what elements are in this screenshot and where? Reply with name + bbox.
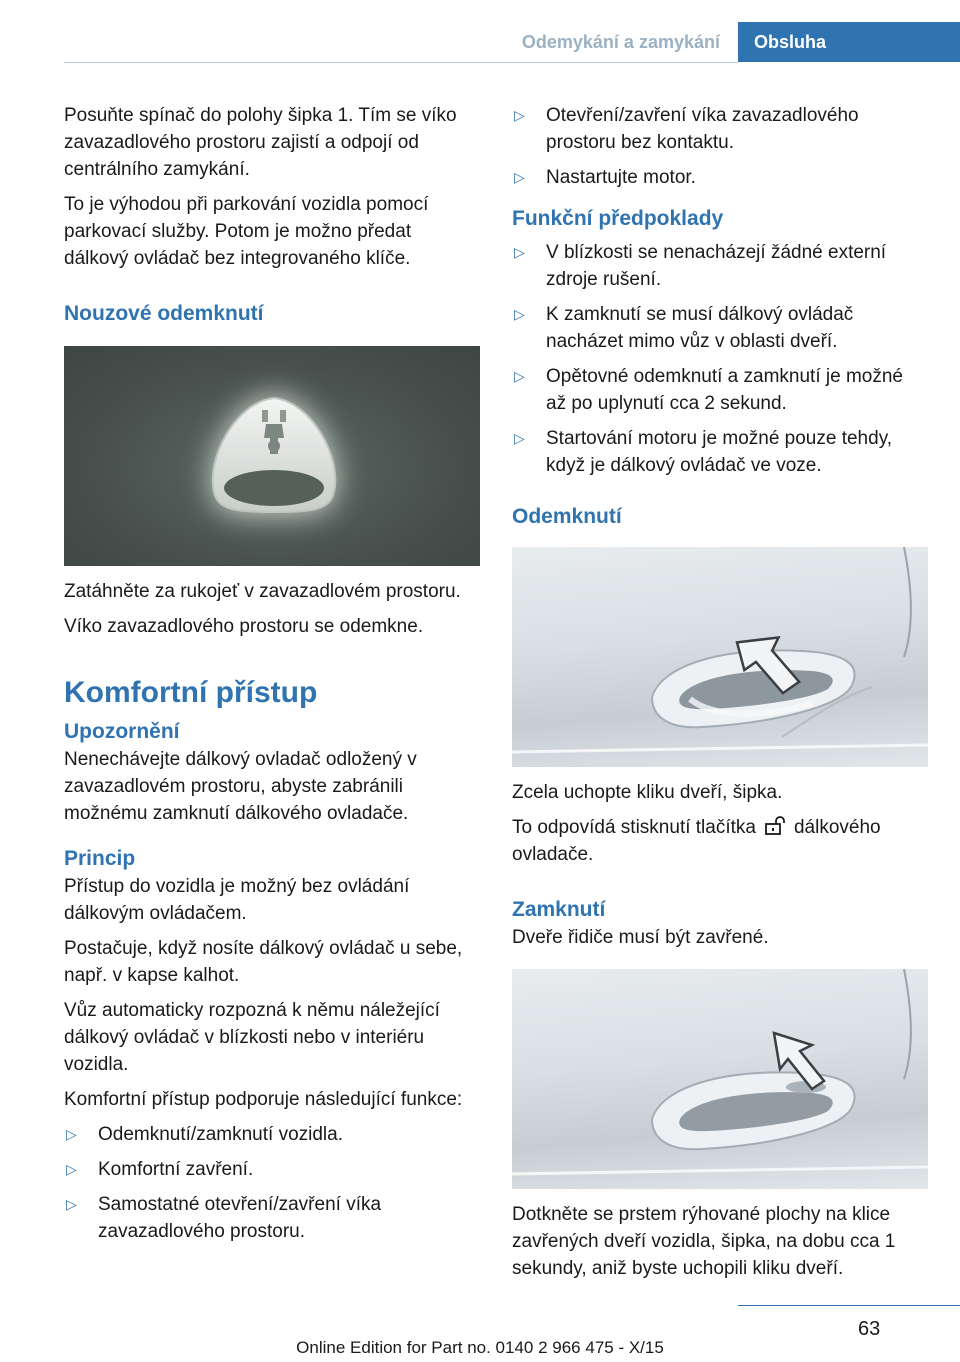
paragraph: Zcela uchopte kliku dveří, šipka. [512, 782, 783, 803]
paragraph: To je výhodou při parkování vozidla pomocí parkovací služby. Potom je možno předat dálkový ovládač bez integrovaného klíče. [64, 194, 429, 269]
function-list-continued [512, 102, 928, 191]
paragraph: Komfortní přístup podporuje následující funkce: [64, 1089, 463, 1110]
list-item: ▷ Otevření/zavření víka zavazadlového prostoru bez kontaktu. [512, 102, 928, 156]
footer-rule [738, 1305, 960, 1306]
paragraph-button-ref: To odpovídá stisknutí tlačítka dálkového ovladače. [512, 817, 881, 865]
triangle-right-icon: ▷ [66, 1196, 77, 1212]
page-number: 63 [858, 1318, 881, 1340]
footer-edition: Online Edition for Part no. 0140 2 966 475 - X/15 [296, 1338, 664, 1357]
header-rule [64, 62, 738, 63]
paragraph: Přístup do vozidla je možný bez ovládání dálkovým ovládačem. [64, 876, 410, 924]
door-handle-lock-illustration [512, 969, 928, 1189]
heading-comfort-access: Komfortní přístup [64, 676, 318, 709]
paragraph: Posuňte spínač do polohy šipka 1. Tím se víko zavazadlového prostoru zajistí a odpojí od centrálního zamykání. [64, 105, 457, 180]
paragraph: Dveře řidiče musí být zavřené. [512, 927, 769, 948]
right-column [512, 102, 928, 1290]
list-item: ▷ Odemknutí/zamknutí vozidla. [64, 1121, 480, 1148]
triangle-right-icon: ▷ [514, 169, 525, 185]
heading-lock: Zamknutí [512, 898, 606, 921]
triangle-right-icon: ▷ [66, 1126, 77, 1142]
triangle-right-icon: ▷ [514, 306, 525, 322]
triangle-right-icon: ▷ [514, 107, 525, 123]
triangle-right-icon: ▷ [66, 1161, 77, 1177]
list-item: ▷ K zamknutí se musí dálkový ovládač nacházet mimo vůz v oblasti dveří. [512, 301, 928, 355]
header-chapter-tab: Obsluha [738, 22, 960, 62]
door-handle-unlock-illustration [512, 547, 928, 767]
paragraph: Postačuje, když nosíte dálkový ovládač u sebe, např. v kapse kalhot. [64, 938, 463, 986]
heading-unlock: Odemknutí [512, 505, 622, 528]
list-item: ▷ V blízkosti se nenacházejí žádné externí zdroje rušení. [512, 239, 928, 293]
unlock-icon [762, 816, 788, 836]
trunk-handle-icon [64, 346, 480, 566]
heading-prerequisites: Funkční předpoklady [512, 207, 724, 230]
emergency-handle-illustration [64, 346, 480, 566]
left-column [64, 102, 480, 1253]
page-header [0, 22, 960, 62]
paragraph-warning: Nenechávejte dálkový ovladač odložený v zavazadlovém prostoru, abyste zabránili možnému zamknutí dálkového ovladače. [64, 749, 417, 824]
prerequisites-list [512, 239, 928, 479]
heading-warning: Upozornění [64, 720, 180, 743]
door-handle-touch-icon [512, 969, 928, 1189]
header-section-title: Odemykání a zamykání [521, 32, 720, 52]
triangle-right-icon: ▷ [514, 244, 525, 260]
heading-principle: Princip [64, 847, 136, 870]
triangle-right-icon: ▷ [514, 430, 525, 446]
list-item: ▷ Samostatné otevření/zavření víka zavazadlového prostoru. [64, 1191, 480, 1245]
triangle-right-icon: ▷ [514, 368, 525, 384]
list-item: ▷ Komfortní zavření. [64, 1156, 480, 1183]
paragraph: Zatáhněte za rukojeť v zavazadlovém prostoru. [64, 581, 461, 602]
door-handle-grip-icon [512, 547, 928, 767]
function-list [64, 1121, 480, 1245]
paragraph: Vůz automaticky rozpozná k němu náležející dálkový ovládač v blízkosti nebo v interiéru vozidla. [64, 1000, 440, 1075]
list-item: ▷ Nastartujte motor. [512, 164, 928, 191]
paragraph: Dotkněte se prstem rýhované plochy na klice zavřených dveří vozidla, šipka, na dobu cca 1 sekundy, aniž byste uchopili kliku dveří. [512, 1204, 896, 1279]
heading-emergency-unlock: Nouzové odemknutí [64, 302, 264, 325]
list-item: ▷ Opětovné odemknutí a zamknutí je možné až po uplynutí cca 2 sekund. [512, 363, 928, 417]
list-item: ▷ Startování motoru je možné pouze tehdy, když je dálkový ovládač ve voze. [512, 425, 928, 479]
paragraph: Víko zavazadlového prostoru se odemkne. [64, 616, 424, 637]
